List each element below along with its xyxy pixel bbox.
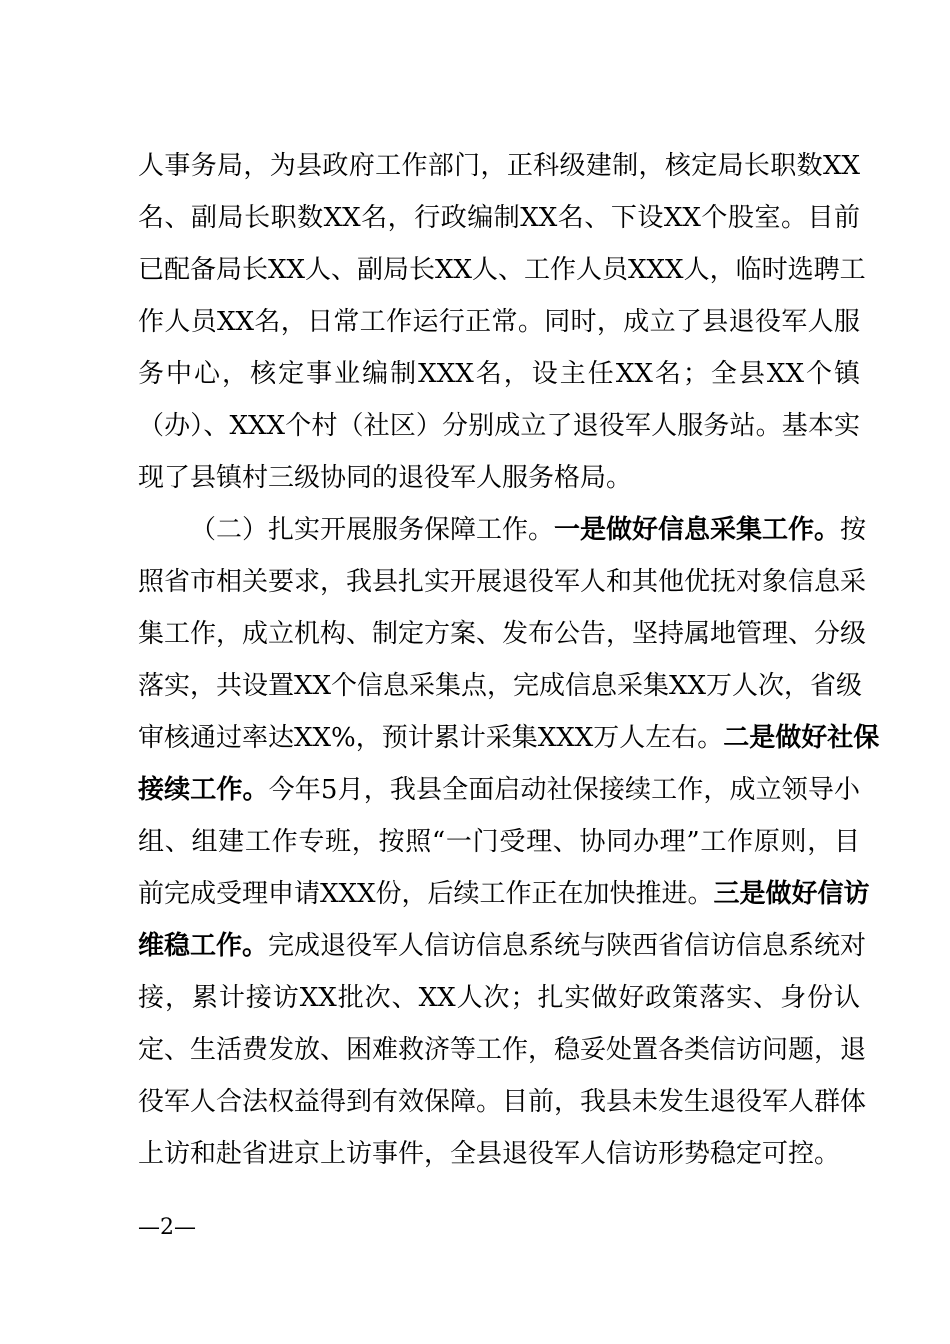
text-line — [138, 868, 870, 920]
text-line: 上访和赴省进京上访事件，全县退役军人信访形势稳定可控。 — [138, 1139, 841, 1169]
text-line: 人事务局，为县政府工作部门，正科级建制，核定局长职数XX — [138, 151, 860, 181]
page-number: —2— — [138, 1215, 196, 1240]
bold-lead-1: 一是做好信息采集工作。 — [554, 515, 841, 545]
text-line: 接，累计接访XX批次、XX人次；扎实做好政策落实、身份认 — [138, 983, 860, 1013]
text-line: 照省市相关要求，我县扎实开展退役军人和其他优抚对象信息采 — [138, 567, 867, 597]
paragraph-2 — [138, 504, 880, 1180]
bold-lead-3: 三是做好信访 — [713, 879, 870, 909]
text-span: 审核通过率达XX%，预计累计采集XXX万人左右。 — [138, 723, 724, 753]
text-span: 按 — [840, 515, 867, 545]
text-span: 今年5月，我县全面启动社保接续工作，成立领导小 — [268, 775, 860, 805]
text-line: 务中心，核定事业编制XXX名，设主任XX名；全县XX个镇 — [138, 359, 860, 389]
text-line: 落实，共设置XX个信息采集点，完成信息采集XX万人次，省级 — [138, 671, 863, 701]
text-line: 集工作，成立机构、制定方案、发布公告，坚持属地管理、分级 — [138, 619, 867, 649]
bold-lead-2-cont: 接续工作。 — [138, 775, 269, 805]
text-line: 定、生活费发放、困难救济等工作，稳妥处置各类信访问题，退 — [138, 1035, 867, 1065]
document-body — [138, 140, 880, 1180]
text-line — [138, 712, 880, 764]
text-line: 名、副局长职数XX名，行政编制XX名、下设XX个股室。目前 — [138, 203, 860, 233]
text-line — [138, 504, 867, 556]
text-line: （办）、XXX个村（社区）分别成立了退役军人服务站。基本实 — [138, 411, 860, 441]
paragraph-1 — [138, 140, 866, 504]
bold-lead-3-cont: 维稳工作。 — [138, 931, 269, 961]
text-line: 现了县镇村三级协同的退役军人服务格局。 — [138, 463, 633, 493]
text-span: 完成退役军人信访信息系统与陕西省信访信息系统对 — [268, 931, 867, 961]
text-line — [138, 764, 860, 816]
text-line: 已配备局长XX人、副局长XX人、工作人员XXX人，临时选聘工 — [138, 255, 866, 285]
section-heading: （二）扎实开展服务保障工作。 — [190, 515, 555, 545]
text-line: 组、组建工作专班，按照“一门受理、协同办理”工作原则，目 — [138, 827, 860, 857]
text-span: 前完成受理申请XXX份，后续工作正在加快推进。 — [138, 879, 714, 909]
text-line — [138, 920, 867, 972]
text-line: 作人员XX名，日常工作运行正常。同时，成立了县退役军人服 — [138, 307, 860, 337]
text-line: 役军人合法权益得到有效保障。目前，我县未发生退役军人群体 — [138, 1087, 867, 1117]
bold-lead-2: 二是做好社保 — [723, 723, 880, 753]
